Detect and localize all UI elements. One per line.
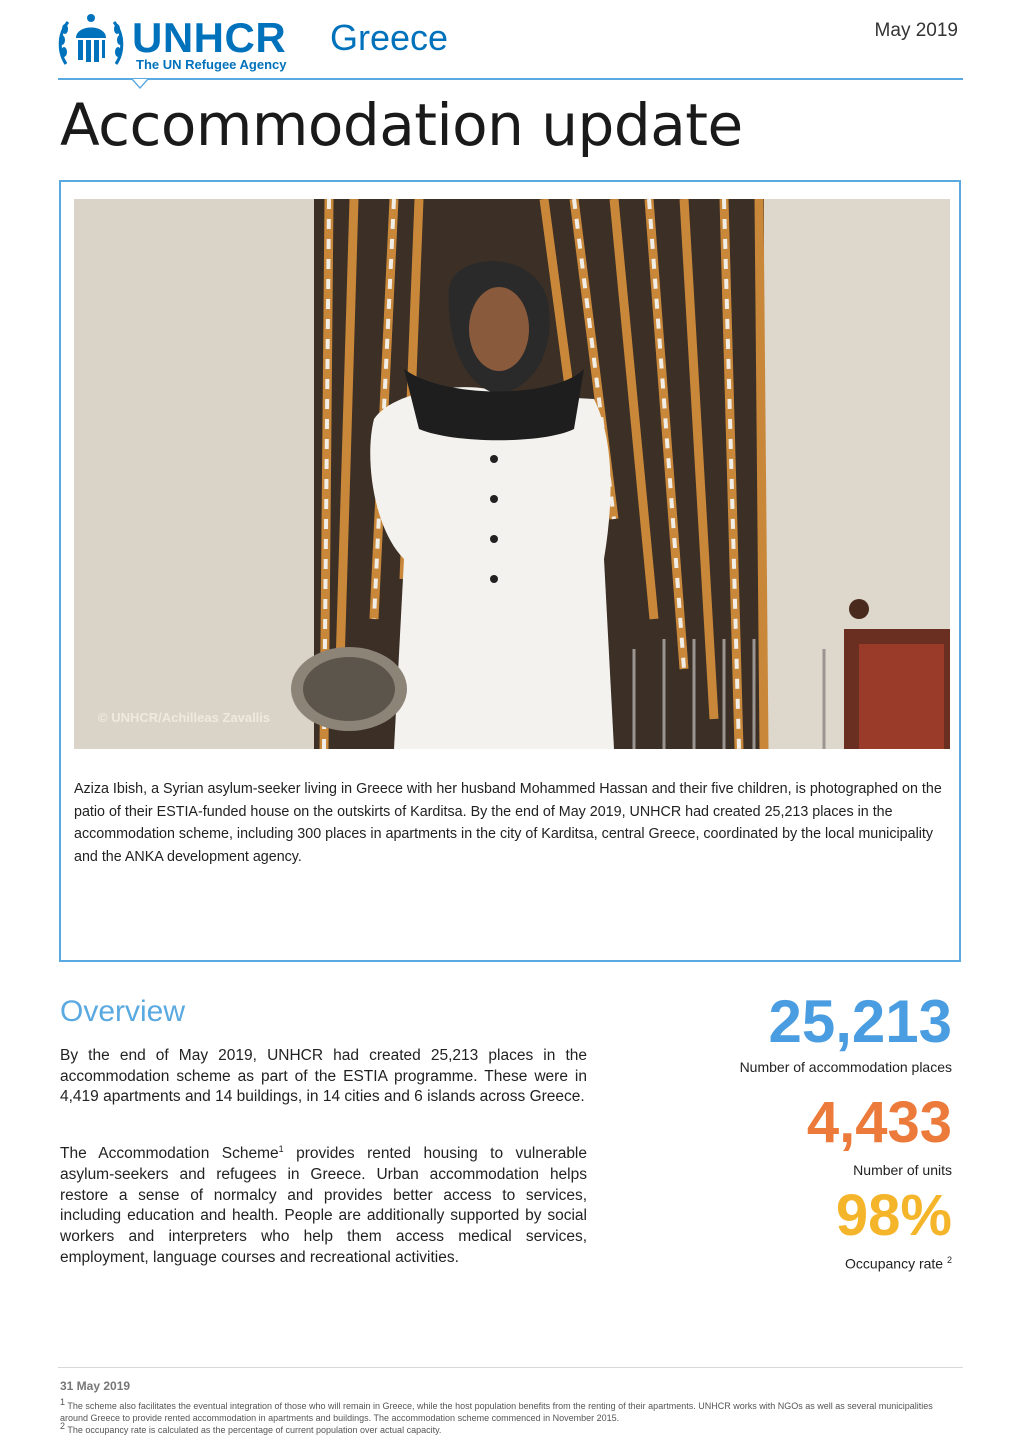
footnote-2 <box>60 1420 940 1436</box>
stat-units-label: Number of units <box>853 1162 952 1178</box>
occupancy-label-text: Occupancy rate <box>845 1255 944 1272</box>
logo-tagline: The UN Refugee Agency <box>136 57 287 72</box>
overview-heading: Overview <box>60 995 186 1028</box>
header-divider <box>58 78 963 80</box>
stat-units-value: 4,433 <box>806 1090 952 1155</box>
page-title: Accommodation update <box>60 91 743 159</box>
paragraph-2-start: The Accommodation Scheme <box>60 1145 279 1163</box>
stat-places-value: 25,213 <box>768 988 952 1055</box>
photo-caption: Aziza Ibish, a Syrian asylum-seeker living in Greece with her husband Mohammed Hassan and their five children, is photographed on the patio of their ESTIA-funded house on the outskirts of Karditsa. By the end of May 2019, UNHCR had created 25,213 places in the accommodation scheme, including 300 places in apartments in the city of Karditsa, central Greece, coordinated by the local municipality and the ANKA development agency. <box>74 781 942 865</box>
logo-wordmark: UNHCR <box>132 14 287 61</box>
unhcr-emblem-icon <box>56 12 126 74</box>
footer-date: 31 May 2019 <box>60 1379 131 1393</box>
header-divider-notch-inner <box>133 79 147 87</box>
footnote-2-text: The occupancy rate is calculated as the percentage of current population over actual capacity. <box>67 1425 442 1435</box>
photo-credit: © UNHCR/Achilleas Zavallis <box>98 710 271 725</box>
paragraph-2-rest: provides rented housing to vulnerable asylum-seekers and refugees in Greece. Urban accommodation helps restore a sense of normalcy and provides better access to services, including education and health. People are additionally supported by social workers and interpreters who help them access medical services, employment, language courses and recreational activities. <box>60 1145 588 1266</box>
country-name: Greece <box>330 17 449 58</box>
report-date: May 2019 <box>874 20 958 41</box>
footer-divider <box>58 1367 963 1368</box>
overview-paragraph-1: By the end of May 2019, UNHCR had created 25,213 places in the accommodation scheme as part of the ESTIA programme. These were in 4,419 apartments and 14 buildings, in 14 cities and 6 islands across Greece. <box>60 1047 587 1106</box>
photo-illustration <box>74 199 950 749</box>
stat-places-label: Number of accommodation places <box>739 1059 952 1075</box>
stat-occupancy-label <box>845 1255 952 1272</box>
stat-occupancy-value: 98% <box>835 1183 952 1248</box>
feature-photo <box>74 199 950 749</box>
footnote-1-number: 1 <box>60 1397 66 1407</box>
overview-paragraph-2 <box>60 1139 587 1268</box>
footnote-2-number: 2 <box>60 1421 66 1431</box>
footnote-1-text: The scheme also facilitates the eventual integration of those who will remain in Greece, while the host population benefits from the renting of their apartments. UNHCR works with NGOs as well as several municipalities around Greece to provide rented accommodation in apartments and buildings. The accommodation scheme commenced in November 2015. <box>60 1401 933 1423</box>
unhcr-logo <box>56 12 346 76</box>
footnote-ref-1: 1 <box>278 1144 284 1154</box>
footnote-ref-2: 2 <box>946 1255 952 1265</box>
